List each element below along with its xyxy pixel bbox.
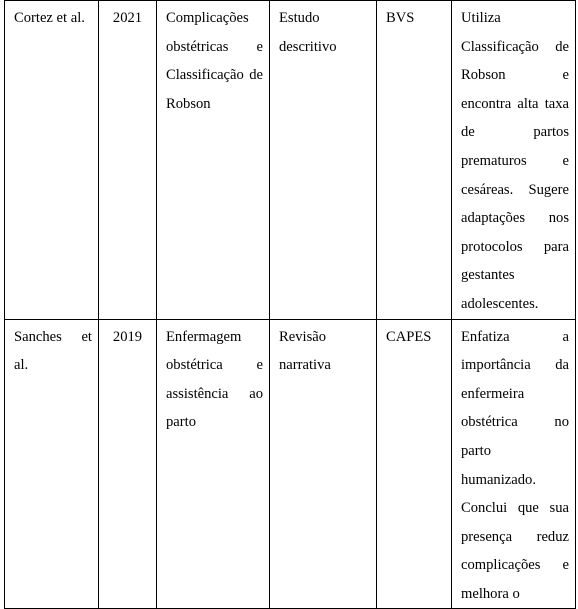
cell-resultado: Enfatiza a importância da enfermeira obstétrica no parto humanizado. Conclui que sua presença reduz complicações e melhora o [452, 319, 576, 609]
cell-base: CAPES [377, 319, 452, 609]
cell-ano: 2021 [99, 1, 157, 320]
cell-resultado: Utiliza Classificação de Robson e encontra alta taxa de partos prematuros e cesáreas. Sugere adaptações nos protocolos para gestantes adolescentes. [452, 1, 576, 320]
cell-metodo: Estudo descritivo [270, 1, 377, 320]
table-row [5, 1, 576, 320]
cell-autor: Sanches et al. [5, 319, 99, 609]
cell-ano: 2019 [99, 319, 157, 609]
cell-tema: Enfermagem obstétrica e assistência ao parto [157, 319, 270, 609]
table-row [5, 319, 576, 609]
cell-autor: Cortez et al. [5, 1, 99, 320]
studies-table [4, 0, 576, 609]
cell-metodo: Revisão narrativa [270, 319, 377, 609]
cell-base: BVS [377, 1, 452, 320]
cell-tema: Complicações obstétricas e Classificação de Robson [157, 1, 270, 320]
